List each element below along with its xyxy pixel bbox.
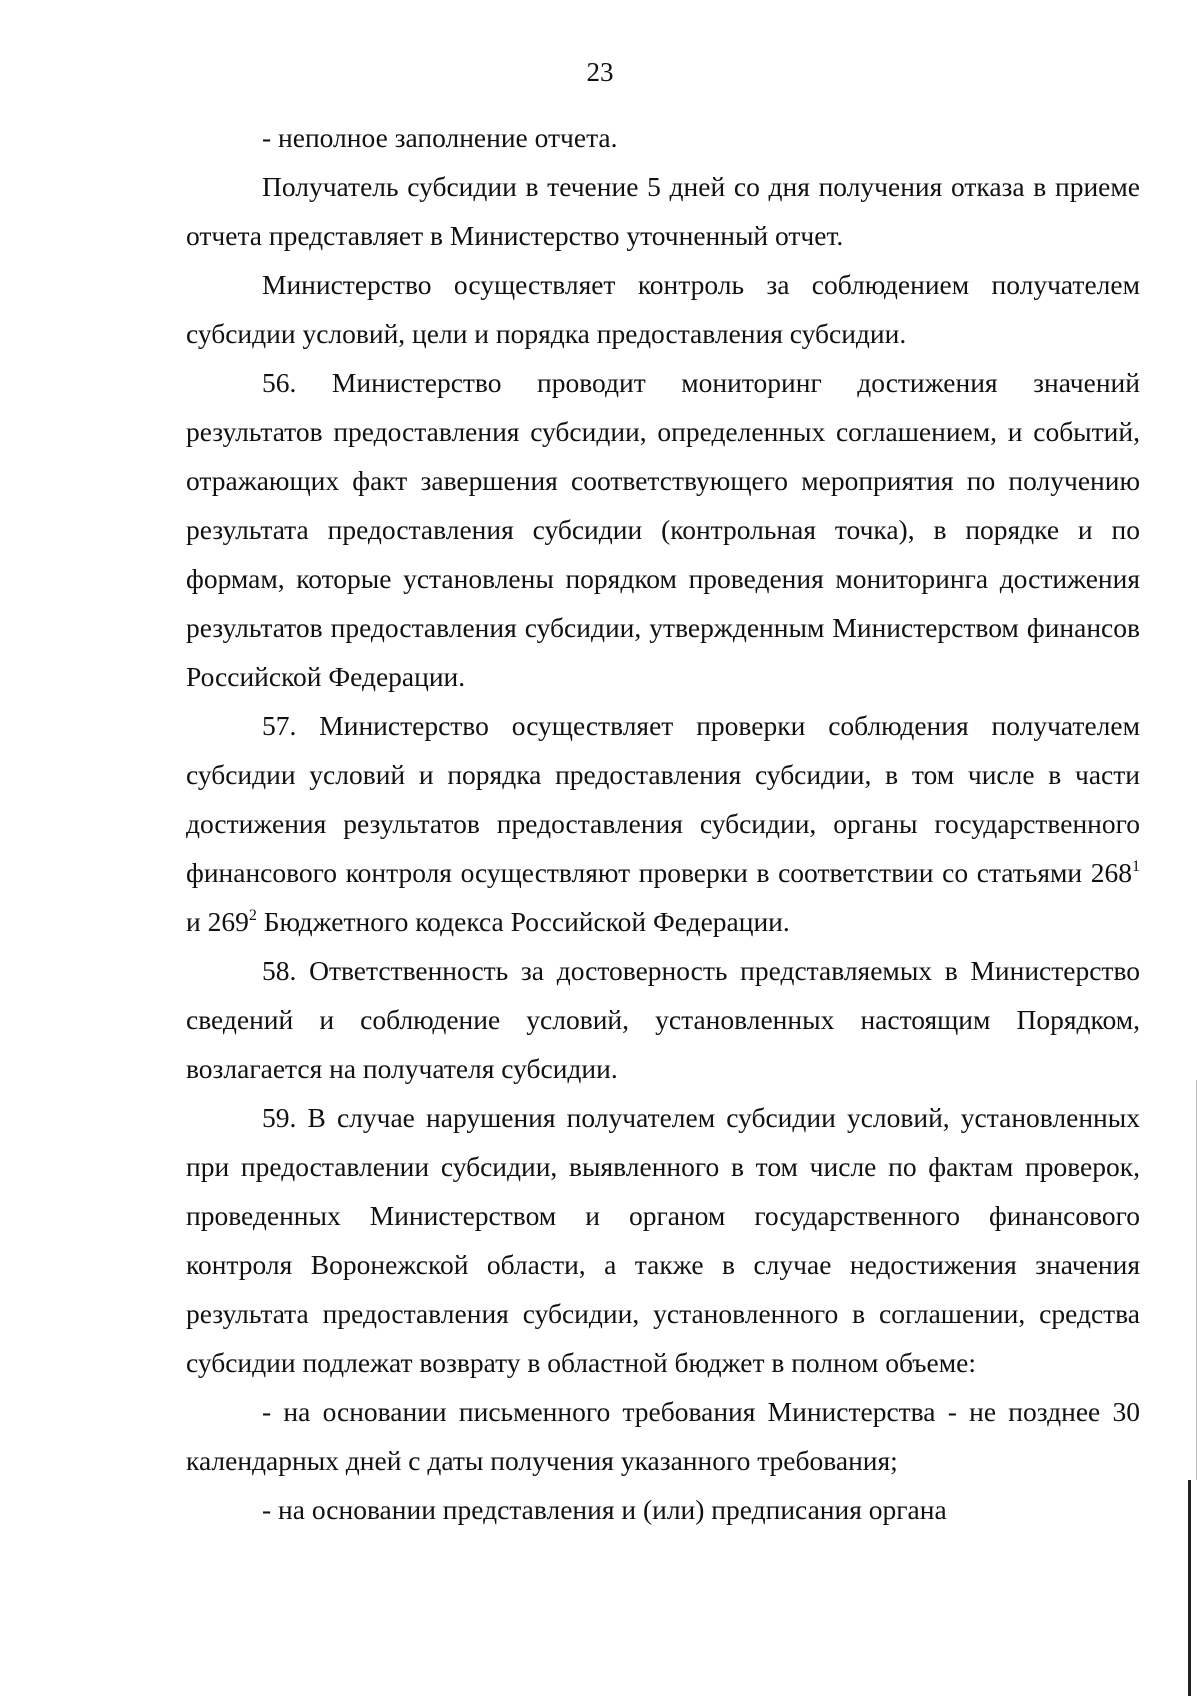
paragraph-57-inspections [186,701,1140,946]
page-number: 23 [586,57,614,87]
paragraph-representation: - на основании представления и (или) предписания органа [262,1494,947,1525]
paragraph-incomplete-report: - неполное заполнение отчета. [262,122,618,153]
paragraph-58-responsibility: 58. Ответственность за достоверность представляемых в Министерство сведений и соблюдение условий, установленных настоящим Порядком, возлагается на получателя субсидии. [186,955,1140,1084]
paragraph-57-text: 57. Министерство осуществляет проверки соблюдения получателем субсидии условий и порядка предоставления субсидии, в том числе в части достижения результатов предоставления субсидии, органы государственного финансового контроля осуществляют проверки в соответствии со статьями 268 [186,710,1140,888]
paragraph-corrected-report: Получатель субсидии в течение 5 дней со дня получения отказа в приеме отчета представляет в Министерство уточненный отчет. [186,171,1140,251]
superscript-1: 1 [1132,858,1140,875]
paragraph-59-violations: 59. В случае нарушения получателем субсидии условий, установленных при предоставлении субсидии, выявленного в том числе по фактам проверок, проведенных Министерством и органом государственного финансового контроля Воронежской области, а также в случае недостижения значения результата предоставления субсидии, установленного в соглашении, средства субсидии подлежат возврату в областной бюджет в полном объеме: [186,1102,1140,1378]
document-body [186,113,1140,1534]
scan-edge-line [1188,1480,1191,1696]
paragraph-ministry-control: Министерство осуществляет контроль за соблюдением получателем субсидии условий, цели и порядка предоставления субсидии. [186,269,1140,349]
paragraph-57-middle: и 269 [186,906,249,937]
superscript-2: 2 [248,907,257,924]
paragraph-57-end: Бюджетного кодекса Российской Федерации. [256,906,790,937]
paragraph-56-monitoring: 56. Министерство проводит мониторинг достижения значений результатов предоставления субсидии, определенных соглашением, и событий, отражающих факт завершения соответствующего мероприятия по получению результата предоставления субсидии (контрольная точка), в порядке и по формам, которые установлены порядком проведения мониторинга достижения результатов предоставления субсидии, утвержденным Министерством финансов Российской Федерации. [186,367,1140,692]
scan-edge-mark [1196,1080,1197,1480]
paragraph-written-demand: - на основании письменного требования Министерства - не позднее 30 календарных дней с даты получения указанного требования; [186,1396,1140,1476]
